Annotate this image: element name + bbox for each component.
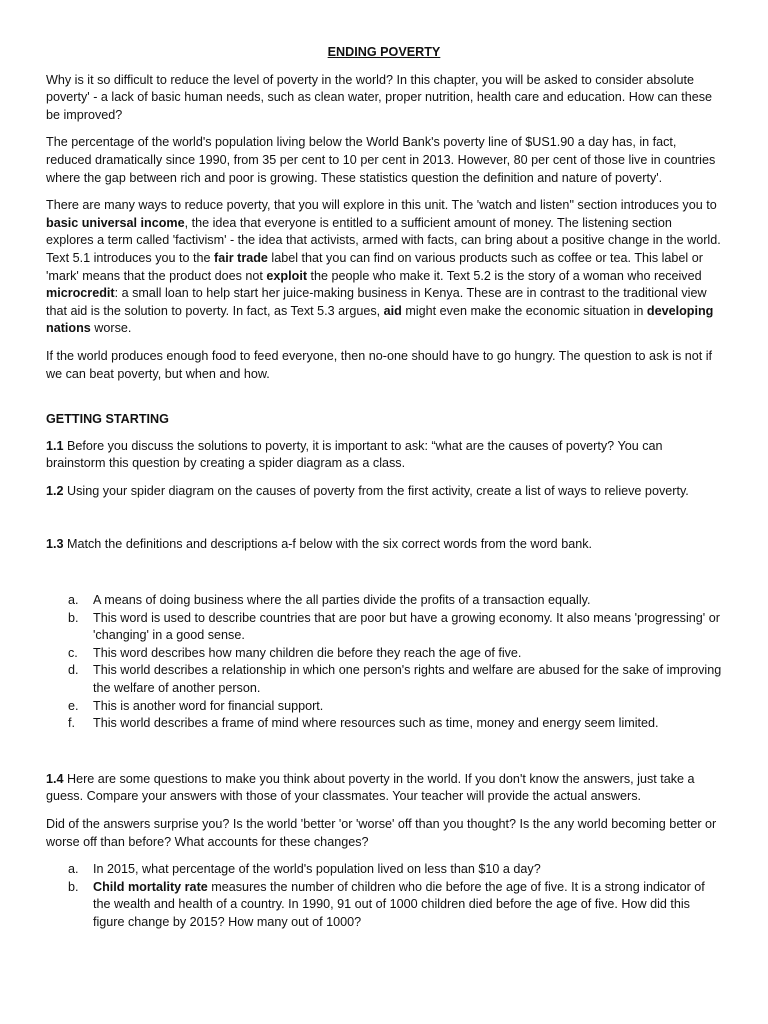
intro-p3-segment: might even make the economic situation in (401, 303, 647, 318)
question-number: 1.2 (46, 483, 64, 498)
term-basic-universal-income: basic universal income (46, 215, 185, 230)
list-item (46, 645, 722, 663)
question-1-3 (46, 536, 722, 554)
page-title: ENDING POVERTY (327, 45, 441, 59)
question-text: Here are some questions to make you think about poverty in the world. If you don't know the answers, just take a guess. Compare your answers with those of your classmates. Your teacher will provide the actual answers. (46, 771, 695, 804)
intro-paragraph-4: If the world produces enough food to feed everyone, then no-one should have to go hungry. The question to ask is not if we can beat poverty, but when and how. (46, 348, 713, 381)
question-text: Before you discuss the solutions to poverty, it is important to ask: “what are the causes of poverty? You can brainstorm this question by creating a spider diagram as a class. (46, 438, 663, 471)
list-marker: a. (68, 593, 79, 608)
intro-p3-segment: , the idea that everyone is entitled to a sufficient amount of money. The listening section explores a term called 'factivism' - the idea that activists, armed with facts, can bring about a positive change in the world. Text 5.1 introduces you to the (46, 215, 721, 265)
list-marker: a. (68, 862, 79, 877)
list-marker: c. (68, 645, 78, 660)
list-marker: b. (68, 879, 79, 894)
question-1-4 (46, 771, 722, 806)
question-1-4-followup: Did of the answers surprise you? Is the world 'better 'or 'worse' off than you thought? Is the any world becoming better or worse off than before? What accounts for these changes? (46, 817, 717, 849)
question-number: 1.4 (46, 771, 64, 786)
list-item-text: A means of doing business where the all parties divide the profits of a transaction equally. (93, 593, 591, 608)
list-marker: b. (68, 610, 79, 625)
question-text: Match the definitions and descriptions a-f below with the six correct words from the word bank. (63, 537, 592, 552)
list-item-text: This is another word for financial support. (93, 698, 324, 713)
question-text: Using your spider diagram on the causes of poverty from the first activity, create a list of ways to relieve poverty. (63, 483, 689, 498)
term-child-mortality-rate: Child mortality rate (93, 879, 208, 894)
list-item-text: This world describes a frame of mind where resources such as time, money and energy seem limited. (93, 716, 659, 731)
intro-p3-segment: worse. (90, 321, 132, 336)
list-marker: f. (68, 716, 75, 731)
intro-p3-segment: the people who make it. Text 5.2 is the story of a woman who received (307, 268, 702, 283)
intro-p3-segment: label that you can find on various products such as coffee or tea. This label or 'mark' means that the product does not (46, 250, 703, 283)
definitions-list (46, 592, 722, 733)
list-item (46, 662, 722, 697)
term-aid: aid (383, 303, 402, 318)
list-item (46, 592, 722, 610)
intro-paragraph-3 (46, 197, 722, 338)
list-item (46, 861, 722, 879)
question-1-2 (46, 483, 722, 501)
list-item-text: In 2015, what percentage of the world's population lived on less than $10 a day? (93, 862, 541, 877)
question-number: 1.1 (46, 438, 64, 453)
list-item (46, 715, 722, 733)
list-marker: d. (68, 663, 79, 678)
section-heading-getting-starting: GETTING STARTING (46, 412, 169, 427)
question-number: 1.3 (46, 537, 64, 552)
list-item-text: This word is used to describe countries that are poor but have a growing economy. It also means 'progressing' or 'changing' in a good sense. (93, 610, 720, 643)
term-developing-nations: developing nations (46, 303, 714, 336)
question-1-1 (46, 438, 722, 473)
intro-paragraph-2: The percentage of the world's population living below the World Bank's poverty line of $US1.90 a day has, in fact, reduced dramatically since 1990, from 35 per cent to 10 per cent in 2013. However, 80 per cent of those live in countries where the gap between rich and poor is growing. These statistics question the definition and nature of poverty'. (46, 135, 716, 185)
intro-paragraph-1: Why is it so difficult to reduce the level of poverty in the world? In this chapter, you will be asked to consider absolute poverty' - a lack of basic human needs, such as clean water, proper nutrition, health care and education. How can these be improved? (46, 72, 713, 122)
term-exploit: exploit (266, 268, 308, 283)
list-item-text: This word describes how many children die before they reach the age of five. (93, 645, 522, 660)
list-item (46, 610, 722, 645)
list-item-text: This world describes a relationship in which one person's rights and welfare are abused for the sake of improving the welfare of another person. (93, 663, 722, 696)
list-item (46, 698, 722, 716)
questions-list (46, 861, 722, 931)
list-item-text: measures the number of children who die before the age of five. It is a strong indicator of the wealth and health of a country. In 1990, 91 out of 1000 children died before the age of five. How did this figure change by 2015? How many out of 1000? (93, 879, 705, 929)
list-marker: e. (68, 698, 79, 713)
term-fair-trade: fair trade (214, 250, 268, 265)
term-microcredit: microcredit (46, 286, 115, 301)
intro-p3-segment: : a small loan to help start her juice-making business in Kenya. These are in contrast to the traditional view that aid is the solution to poverty. In fact, as Text 5.3 argues, (46, 286, 707, 318)
list-item (46, 879, 722, 932)
intro-p3-segment: There are many ways to reduce poverty, that you will explore in this unit. The 'watch and listen" section introduces you to (46, 198, 717, 213)
